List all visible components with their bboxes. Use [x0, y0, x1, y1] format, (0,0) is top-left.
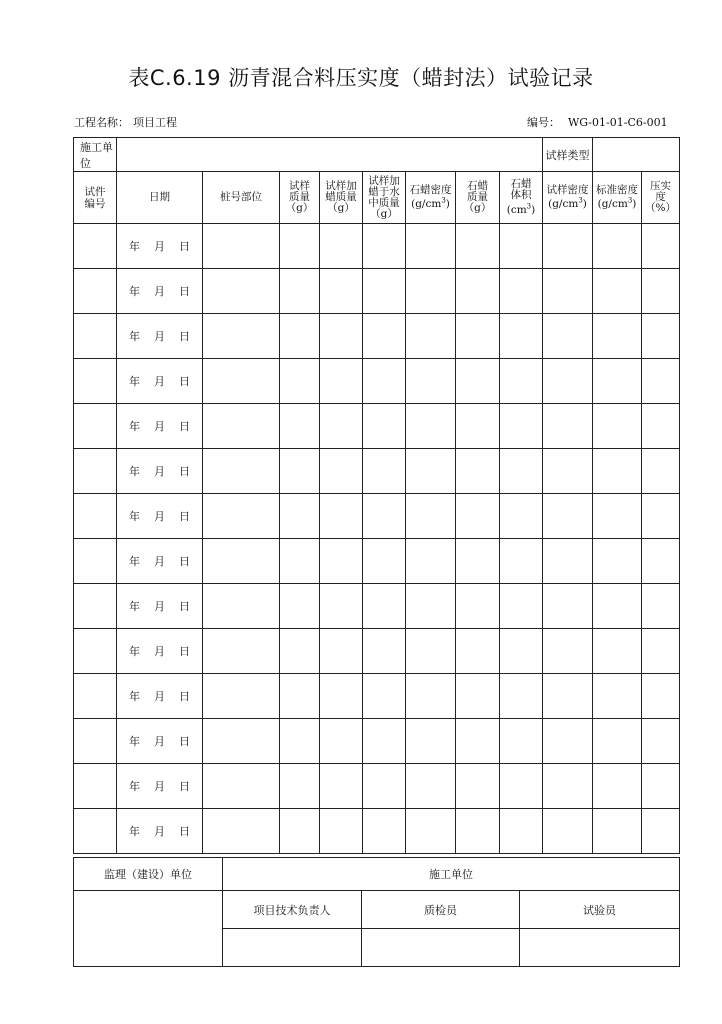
table-row [74, 449, 680, 494]
standard-density-cell[interactable] [593, 494, 642, 539]
construction-unit-footer-label: 施工单位 [223, 858, 680, 891]
water-mass-cell[interactable] [363, 359, 406, 404]
sample-mass-cell[interactable] [280, 539, 320, 584]
date-cell[interactable] [117, 629, 203, 674]
header-sample-mass: 试样 质量 （g） [280, 172, 320, 224]
date-month: 月 [154, 555, 165, 568]
header-wax-volume: 石蜡 体积 $(cm^3)$ [500, 172, 543, 224]
date-year: 年 [129, 690, 140, 703]
date-month: 月 [154, 420, 165, 433]
wax-coated-mass-cell[interactable] [320, 269, 363, 314]
wax-volume-cell[interactable] [500, 719, 543, 764]
station-cell[interactable] [203, 224, 280, 269]
header-station: 桩号部位 [203, 172, 280, 224]
wax-density-cell[interactable] [406, 359, 456, 404]
water-mass-cell[interactable] [363, 494, 406, 539]
date-day: 日 [179, 600, 190, 613]
compaction-cell[interactable] [642, 629, 680, 674]
wax-volume-cell[interactable] [500, 674, 543, 719]
sample-density-cell[interactable] [543, 809, 593, 854]
date-cell[interactable] [117, 584, 203, 629]
sample-mass-cell[interactable] [280, 404, 320, 449]
standard-density-cell[interactable] [593, 449, 642, 494]
table-row [74, 764, 680, 809]
tester-signature-field[interactable] [520, 929, 680, 967]
compaction-cell[interactable] [642, 674, 680, 719]
wax-coated-mass-cell[interactable] [320, 359, 363, 404]
wax-coated-mass-cell[interactable] [320, 404, 363, 449]
project-value: 项目工程 [133, 116, 177, 129]
wax-volume-cell[interactable] [500, 584, 543, 629]
sample-density-cell[interactable] [543, 449, 593, 494]
sample-no-cell[interactable] [74, 224, 117, 269]
table-row [74, 269, 680, 314]
date-day: 日 [179, 645, 190, 658]
date-month: 月 [154, 735, 165, 748]
date-month: 月 [154, 240, 165, 253]
sample-no-cell[interactable] [74, 584, 117, 629]
wax-weight-cell[interactable] [456, 629, 500, 674]
date-year: 年 [129, 600, 140, 613]
header-wax-weight: 石蜡 质量 （g） [456, 172, 500, 224]
wax-volume-cell[interactable] [500, 224, 543, 269]
date-day: 日 [179, 825, 190, 838]
wax-weight-cell[interactable] [456, 269, 500, 314]
date-year: 年 [129, 780, 140, 793]
table-row [74, 494, 680, 539]
water-mass-cell[interactable] [363, 314, 406, 359]
wax-volume-cell[interactable] [500, 404, 543, 449]
data-rows [74, 224, 680, 854]
table-row [74, 539, 680, 584]
wax-weight-cell[interactable] [456, 809, 500, 854]
station-cell[interactable] [203, 674, 280, 719]
date-month: 月 [154, 825, 165, 838]
wax-volume-cell[interactable] [500, 314, 543, 359]
date-year: 年 [129, 465, 140, 478]
date-day: 日 [179, 780, 190, 793]
wax-volume-cell[interactable] [500, 494, 543, 539]
station-cell[interactable] [203, 809, 280, 854]
table-row [74, 224, 680, 269]
station-cell[interactable] [203, 404, 280, 449]
date-month: 月 [154, 780, 165, 793]
standard-density-cell[interactable] [593, 674, 642, 719]
sample-no-cell[interactable] [74, 674, 117, 719]
date-cell[interactable] [117, 269, 203, 314]
header-row [74, 172, 680, 224]
date-month: 月 [154, 330, 165, 343]
table-row [74, 719, 680, 764]
table-row [74, 314, 680, 359]
wax-density-cell[interactable] [406, 809, 456, 854]
sample-no-cell[interactable] [74, 269, 117, 314]
wax-density-cell[interactable] [406, 404, 456, 449]
sample-density-cell[interactable] [543, 764, 593, 809]
wax-weight-cell[interactable] [456, 674, 500, 719]
water-mass-cell[interactable] [363, 809, 406, 854]
header-date: 日期 [117, 172, 203, 224]
compaction-cell[interactable] [642, 449, 680, 494]
wax-coated-mass-cell[interactable] [320, 449, 363, 494]
station-cell[interactable] [203, 629, 280, 674]
inspector-signature-field[interactable] [362, 929, 520, 967]
page-title: 表C.6.19 沥青混合料压实度（蜡封法）试验记录 [128, 66, 594, 90]
number-value: WG-01-01-C6-001 [568, 116, 668, 129]
sample-mass-cell[interactable] [280, 719, 320, 764]
wax-weight-cell[interactable] [456, 314, 500, 359]
sample-type-field[interactable] [593, 138, 680, 172]
station-cell[interactable] [203, 584, 280, 629]
wax-density-cell[interactable] [406, 449, 456, 494]
wax-density-cell[interactable] [406, 494, 456, 539]
construction-unit-label: 施工单位 [74, 138, 117, 172]
date-month: 月 [154, 285, 165, 298]
project-name [74, 114, 177, 130]
sample-density-cell[interactable] [543, 269, 593, 314]
sample-density-cell[interactable] [543, 719, 593, 764]
compaction-cell[interactable] [642, 269, 680, 314]
wax-coated-mass-cell[interactable] [320, 809, 363, 854]
date-year: 年 [129, 645, 140, 658]
sample-mass-cell[interactable] [280, 269, 320, 314]
station-cell[interactable] [203, 719, 280, 764]
date-day: 日 [179, 555, 190, 568]
sample-mass-cell[interactable] [280, 224, 320, 269]
wax-weight-cell[interactable] [456, 494, 500, 539]
date-cell[interactable] [117, 359, 203, 404]
sample-no-cell[interactable] [74, 629, 117, 674]
wax-coated-mass-cell[interactable] [320, 224, 363, 269]
wax-volume-cell[interactable] [500, 449, 543, 494]
unit-row [74, 138, 680, 172]
date-cell[interactable] [117, 314, 203, 359]
standard-density-cell[interactable] [593, 269, 642, 314]
compaction-cell[interactable] [642, 719, 680, 764]
header-sample-density: 试样密度 $(g/cm^3)$ [543, 172, 593, 224]
sample-no-cell[interactable] [74, 404, 117, 449]
construction-unit-field[interactable] [117, 138, 543, 172]
water-mass-cell[interactable] [363, 584, 406, 629]
standard-density-cell[interactable] [593, 539, 642, 584]
date-month: 月 [154, 375, 165, 388]
water-mass-cell[interactable] [363, 719, 406, 764]
wax-volume-cell[interactable] [500, 629, 543, 674]
date-year: 年 [129, 555, 140, 568]
date-day: 日 [179, 510, 190, 523]
table-row [74, 359, 680, 404]
compaction-cell[interactable] [642, 764, 680, 809]
header-wax-coated-mass: 试样加 蜡质量 （g） [320, 172, 363, 224]
number-label: 编号： [527, 116, 560, 129]
date-cell[interactable] [117, 404, 203, 449]
table-row [74, 584, 680, 629]
sample-no-cell[interactable] [74, 314, 117, 359]
sample-no-cell[interactable] [74, 494, 117, 539]
date-cell[interactable] [117, 449, 203, 494]
sample-no-cell[interactable] [74, 539, 117, 584]
wax-volume-cell[interactable] [500, 359, 543, 404]
signature-role-row [74, 891, 680, 929]
standard-density-cell[interactable] [593, 359, 642, 404]
date-month: 月 [154, 645, 165, 658]
wax-coated-mass-cell[interactable] [320, 314, 363, 359]
wax-density-cell[interactable] [406, 674, 456, 719]
date-year: 年 [129, 375, 140, 388]
date-year: 年 [129, 285, 140, 298]
date-day: 日 [179, 735, 190, 748]
sample-mass-cell[interactable] [280, 359, 320, 404]
table-row [74, 809, 680, 854]
sample-mass-cell[interactable] [280, 809, 320, 854]
compaction-cell[interactable] [642, 539, 680, 584]
water-mass-cell[interactable] [363, 269, 406, 314]
wax-density-cell[interactable] [406, 764, 456, 809]
signature-header-row [74, 858, 680, 891]
date-day: 日 [179, 465, 190, 478]
date-month: 月 [154, 510, 165, 523]
wax-coated-mass-cell[interactable] [320, 764, 363, 809]
wax-density-cell[interactable] [406, 314, 456, 359]
sample-density-cell[interactable] [543, 674, 593, 719]
tester-label: 试验员 [520, 891, 680, 929]
date-cell[interactable] [117, 224, 203, 269]
standard-density-cell[interactable] [593, 224, 642, 269]
water-mass-cell[interactable] [363, 449, 406, 494]
sample-density-cell[interactable] [543, 584, 593, 629]
water-mass-cell[interactable] [363, 224, 406, 269]
station-cell[interactable] [203, 539, 280, 584]
station-cell[interactable] [203, 359, 280, 404]
wax-volume-cell[interactable] [500, 764, 543, 809]
date-cell[interactable] [117, 719, 203, 764]
sample-no-cell[interactable] [74, 359, 117, 404]
wax-density-cell[interactable] [406, 269, 456, 314]
sample-mass-cell[interactable] [280, 674, 320, 719]
sample-density-cell[interactable] [543, 629, 593, 674]
date-day: 日 [179, 240, 190, 253]
standard-density-cell[interactable] [593, 314, 642, 359]
header-compaction: 压实 度 （%） [642, 172, 680, 224]
date-month: 月 [154, 690, 165, 703]
wax-density-cell[interactable] [406, 629, 456, 674]
wax-weight-cell[interactable] [456, 764, 500, 809]
date-year: 年 [129, 510, 140, 523]
wax-coated-mass-cell[interactable] [320, 719, 363, 764]
standard-density-cell[interactable] [593, 629, 642, 674]
standard-density-cell[interactable] [593, 584, 642, 629]
sample-density-cell[interactable] [543, 314, 593, 359]
water-mass-cell[interactable] [363, 404, 406, 449]
water-mass-cell[interactable] [363, 674, 406, 719]
date-day: 日 [179, 285, 190, 298]
wax-density-cell[interactable] [406, 224, 456, 269]
sample-type-label: 试样类型 [543, 138, 593, 172]
sample-density-cell[interactable] [543, 224, 593, 269]
signature-table [73, 857, 680, 967]
station-cell[interactable] [203, 449, 280, 494]
compaction-cell[interactable] [642, 314, 680, 359]
wax-weight-cell[interactable] [456, 404, 500, 449]
wax-coated-mass-cell[interactable] [320, 584, 363, 629]
wax-weight-cell[interactable] [456, 584, 500, 629]
date-year: 年 [129, 420, 140, 433]
wax-density-cell[interactable] [406, 584, 456, 629]
wax-weight-cell[interactable] [456, 719, 500, 764]
wax-weight-cell[interactable] [456, 359, 500, 404]
date-cell[interactable] [117, 674, 203, 719]
station-cell[interactable] [203, 269, 280, 314]
date-year: 年 [129, 735, 140, 748]
header-wax-density: 石蜡密度 $(g/cm^3)$ [406, 172, 456, 224]
project-label: 工程名称： [74, 116, 129, 129]
header-water-mass: 试样加 蜡于水 中质量 （g） [363, 172, 406, 224]
date-year: 年 [129, 330, 140, 343]
date-day: 日 [179, 375, 190, 388]
wax-volume-cell[interactable] [500, 269, 543, 314]
water-mass-cell[interactable] [363, 539, 406, 584]
date-day: 日 [179, 420, 190, 433]
wax-coated-mass-cell[interactable] [320, 629, 363, 674]
tech-lead-label: 项目技术负责人 [223, 891, 362, 929]
sample-density-cell[interactable] [543, 494, 593, 539]
sample-no-cell[interactable] [74, 764, 117, 809]
wax-coated-mass-cell[interactable] [320, 539, 363, 584]
tech-lead-signature-field[interactable] [223, 929, 362, 967]
sample-mass-cell[interactable] [280, 584, 320, 629]
compaction-cell[interactable] [642, 584, 680, 629]
sample-mass-cell[interactable] [280, 314, 320, 359]
sample-no-cell[interactable] [74, 809, 117, 854]
header-standard-density: 标准密度 $(g/cm^3)$ [593, 172, 642, 224]
compaction-cell[interactable] [642, 404, 680, 449]
date-cell[interactable] [117, 539, 203, 584]
supervisor-signature-field[interactable] [74, 891, 223, 967]
sample-mass-cell[interactable] [280, 494, 320, 539]
date-month: 月 [154, 600, 165, 613]
document-number [527, 114, 668, 130]
date-day: 日 [179, 330, 190, 343]
sample-mass-cell[interactable] [280, 629, 320, 674]
wax-weight-cell[interactable] [456, 449, 500, 494]
date-cell[interactable] [117, 494, 203, 539]
table-row [74, 674, 680, 719]
test-record-table [73, 137, 680, 854]
wax-volume-cell[interactable] [500, 809, 543, 854]
table-row [74, 404, 680, 449]
sample-no-cell[interactable] [74, 719, 117, 764]
station-cell[interactable] [203, 314, 280, 359]
wax-density-cell[interactable] [406, 719, 456, 764]
compaction-cell[interactable] [642, 359, 680, 404]
date-day: 日 [179, 690, 190, 703]
supervisor-unit-label: 监理（建设）单位 [74, 858, 223, 891]
station-cell[interactable] [203, 764, 280, 809]
sample-mass-cell[interactable] [280, 764, 320, 809]
header-sample-no: 试件编号 [74, 172, 117, 224]
compaction-cell[interactable] [642, 494, 680, 539]
date-cell[interactable] [117, 764, 203, 809]
date-month: 月 [154, 465, 165, 478]
wax-density-cell[interactable] [406, 539, 456, 584]
compaction-cell[interactable] [642, 224, 680, 269]
standard-density-cell[interactable] [593, 404, 642, 449]
sample-no-cell[interactable] [74, 449, 117, 494]
sample-mass-cell[interactable] [280, 449, 320, 494]
wax-coated-mass-cell[interactable] [320, 674, 363, 719]
wax-coated-mass-cell[interactable] [320, 494, 363, 539]
wax-weight-cell[interactable] [456, 539, 500, 584]
standard-density-cell[interactable] [593, 809, 642, 854]
sample-density-cell[interactable] [543, 539, 593, 584]
wax-weight-cell[interactable] [456, 224, 500, 269]
date-year: 年 [129, 825, 140, 838]
water-mass-cell[interactable] [363, 764, 406, 809]
sample-density-cell[interactable] [543, 359, 593, 404]
date-cell[interactable] [117, 809, 203, 854]
table-row [74, 629, 680, 674]
compaction-cell[interactable] [642, 809, 680, 854]
date-year: 年 [129, 240, 140, 253]
standard-density-cell[interactable] [593, 719, 642, 764]
standard-density-cell[interactable] [593, 764, 642, 809]
water-mass-cell[interactable] [363, 629, 406, 674]
wax-volume-cell[interactable] [500, 539, 543, 584]
sample-density-cell[interactable] [543, 404, 593, 449]
inspector-label: 质检员 [362, 891, 520, 929]
station-cell[interactable] [203, 494, 280, 539]
